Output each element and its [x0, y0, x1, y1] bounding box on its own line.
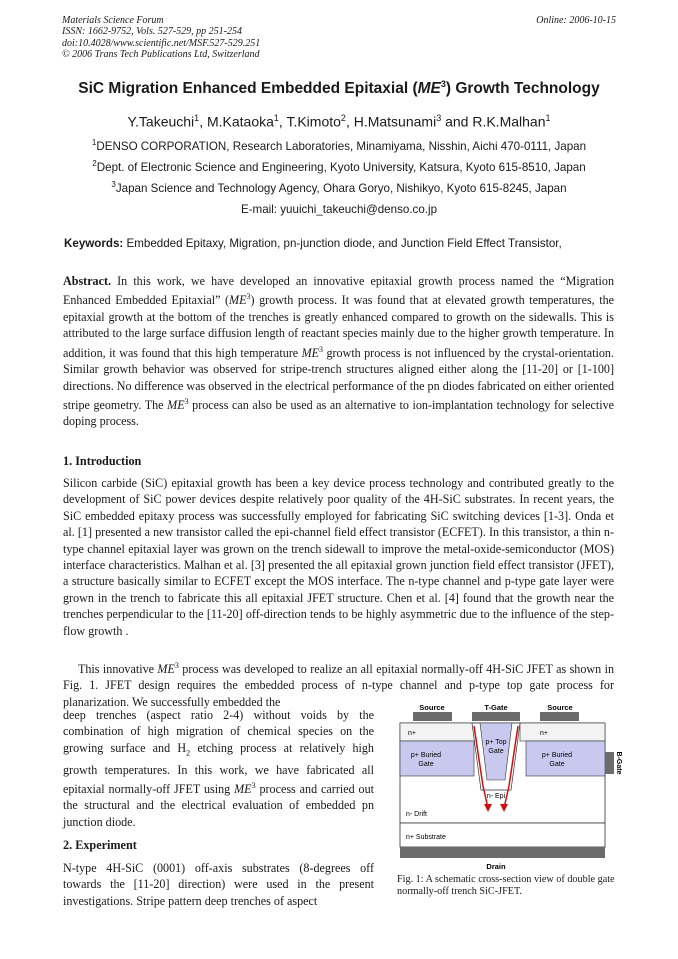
source-right-label: Source — [547, 703, 573, 712]
t-gate-label: T-Gate — [484, 703, 508, 712]
h2-subscript: 2 — [186, 748, 191, 758]
copyright-line: © 2006 Trans Tech Publications Ltd, Switzerland — [62, 48, 260, 60]
author-list — [0, 113, 678, 130]
author-name: Y.Takeuchi — [127, 113, 195, 130]
affiliation-2 — [0, 159, 678, 174]
contact-email: E-mail: yuuichi_takeuchi@denso.co.jp — [240, 203, 438, 216]
issn-line: ISSN: 1662-9752, Vols. 527-529, pp 251-254 — [62, 26, 242, 38]
drain-label: Drain — [486, 862, 506, 871]
experiment-paragraph-1: N-type 4H-SiC (0001) off-axis substrates (8-degrees off towards the [11-20] direction) were used in the present investigations. Stripe pattern deep trenches of aspect — [63, 861, 374, 908]
author-separator: , — [345, 113, 354, 130]
n-drift-label: n- Drift — [406, 811, 427, 818]
abstract-text: ) growth process. It was found that at elevated growth temperatures, the epitaxial growth at the bottom of the trenches is greatly enhanced compared to growth on the sidewalls. This is attributed to the large surface diffusion length of reactant species mainly due to the higher growth temperature. In addition, it was found that this high temperature — [63, 293, 614, 360]
author-sup: 1 — [545, 113, 551, 123]
me-term: ME — [229, 293, 247, 308]
me-term: ME — [301, 345, 320, 360]
journal-header — [62, 15, 616, 60]
author-separator: , — [278, 113, 287, 130]
abstract-text: In this work, we have developed an innovative epitaxial growth process named the “Migration Enhanced Embedded Epitaxial” ( — [63, 274, 614, 308]
source-left-contact — [413, 712, 452, 721]
source-right-contact — [540, 712, 579, 721]
doi-line: doi:10.4028/www.scientific.net/MSF.527-529.251 — [62, 37, 261, 49]
online-date: Online: 2006-10-15 — [536, 15, 616, 26]
intro-paragraph-1: Silicon carbide (SiC) epitaxial growth has been a key device process technology and contributed greatly to the development of SiC power devices despite relatively poor quality of the 4H-SiC substrates. In recent years, the SiC embedded epitaxy process was successfully employed for fabricating SiC switching devices [1-3]. Onda et al. [1] presented a new transistor called the epi-channel field effect transistor (ECFET). In this transistor, a thin n-type channel epitaxial layer was grown on the trench sidewall to improve the metal-oxide-semiconductor (MOS) interface characteristics. Malhan et al. [3] presented the all epitaxial grown junction field effect transistor (JFET), a structure basically similar to ECFET except the MOS interface. The n-type channel and p-type gate layer were grown in the trench to fabricate this all epitaxial JFET structure. Chen et al. [4] found that the growth near the trenches perpendicular to the [11-20] off-direction tends to be highly asymmetric due to the influence of the step-flow growth . — [63, 476, 614, 638]
intro-text: process and carried out the structural and the electrical evaluation of embedded pn junction diode. — [63, 782, 374, 829]
source-left-label: Source — [419, 703, 445, 712]
title-me: ME — [417, 80, 441, 98]
buried-gate-right-label-1: p+ Buried — [541, 752, 573, 759]
affiliation-3 — [0, 180, 678, 195]
me-sup: 3 — [246, 292, 251, 302]
affiliation-text: Dept. of Electronic Science and Engineering, Kyoto University, Katsura, Kyoto 615-8510, Japan — [96, 160, 586, 174]
author-name: H.Matsunami — [353, 113, 437, 130]
author-sup: 3 — [436, 113, 442, 123]
intro-text: This innovative — [78, 662, 158, 677]
section-heading-experiment: 2. Experiment — [63, 838, 137, 852]
journal-name: Materials Science Forum — [62, 15, 164, 26]
abstract — [63, 273, 614, 430]
affiliation-text: DENSO CORPORATION, Research Laboratories, Minamiyama, Nisshin, Aichi 470-0111, Japan — [96, 139, 587, 153]
affiliation-text: Japan Science and Technology Agency, Ohara Goryo, Nishikyo, Kyoto 615-8245, Japan — [115, 181, 567, 195]
n-plus-right — [520, 723, 605, 741]
keywords — [64, 237, 562, 250]
me-sup: 3 — [184, 396, 189, 406]
n-epi-label: n- Epi — [486, 793, 506, 800]
title-sup: 3 — [440, 79, 446, 89]
b-gate-label: B-Gate — [615, 751, 622, 775]
intro-text: etching process at relatively high growth temperatures. In this work, we have fabricated all epitaxial normally-off JFET using — [63, 740, 374, 797]
buried-gate-left-label-2: Gate — [418, 761, 434, 768]
intro-text: deep trenches (aspect ratio 2-4) without voids by the combination of high migration of chemical species on the growing surface and H — [63, 708, 374, 755]
author-sup: 1 — [273, 113, 279, 123]
jfet-cross-section-figure — [392, 702, 622, 874]
intro-paragraph-3 — [63, 707, 374, 830]
title-text-end: ) Growth Technology — [445, 80, 600, 98]
me-sup: 3 — [174, 661, 179, 670]
me-sup: 3 — [251, 781, 256, 791]
n-plus-left-label: n+ — [408, 730, 416, 737]
affiliation-sup: 3 — [111, 180, 116, 189]
abstract-label: Abstract. — [63, 274, 112, 288]
author-sup: 2 — [340, 113, 346, 123]
section-heading-introduction: 1. Introduction — [63, 454, 142, 468]
top-gate-label-1: p+ Top — [485, 739, 507, 746]
keywords-text: Embedded Epitaxy, Migration, pn-junction diode, and Junction Field Effect Transistor, — [123, 237, 562, 250]
me-term: ME — [234, 782, 252, 797]
me-sup: 3 — [319, 344, 324, 354]
intro-text: process was developed to realize an all epitaxial normally-off 4H-SiC JFET as shown in Fig. 1. JFET design requires the embedded process of n-type channel and p-type top gate process for planarization. We successfully embedded the — [63, 662, 614, 709]
author-separator: and — [441, 113, 473, 130]
n-substrate-label: n+ Substrate — [406, 834, 446, 841]
affiliation-sup: 2 — [92, 159, 97, 168]
top-gate-label-2: Gate — [488, 748, 504, 755]
me-term: ME — [167, 397, 185, 412]
paper-title — [0, 79, 678, 98]
buried-gate-right-label-2: Gate — [549, 761, 565, 768]
author-name: R.K.Malhan — [472, 113, 546, 130]
author-name: T.Kimoto — [286, 113, 341, 130]
title-text: SiC Migration Enhanced Embedded Epitaxial ( — [78, 80, 418, 98]
keywords-label: Keywords: — [64, 237, 124, 250]
n-plus-right-label: n+ — [540, 730, 548, 737]
drain-contact — [400, 847, 605, 858]
affiliation-sup: 1 — [91, 138, 97, 147]
author-separator: , — [199, 113, 207, 130]
author-sup: 1 — [194, 113, 200, 123]
abstract-text: process can also be used as an alternative to ion-implantation technology for selective doping process. — [63, 397, 614, 429]
author-name: M.Kataoka — [206, 113, 274, 130]
buried-gate-left-label-1: p+ Buried — [410, 752, 442, 759]
figure-caption: Fig. 1: A schematic cross-section view of double gate normally-off trench SiC-JFET. — [397, 874, 615, 897]
abstract-text: growth process is not influenced by the crystal-orientation. Similar growth behavior was observed for stripe-trench structures aligned either along the [11-20] or [1-100] directions. No difference was observed in the electrical performance of the pn diodes fabricated on either oriented stripe geometry. The — [63, 345, 614, 412]
t-gate-contact — [472, 712, 520, 721]
me-term: ME — [157, 662, 175, 677]
affiliation-1 — [0, 138, 678, 153]
b-gate-contact — [605, 752, 614, 774]
